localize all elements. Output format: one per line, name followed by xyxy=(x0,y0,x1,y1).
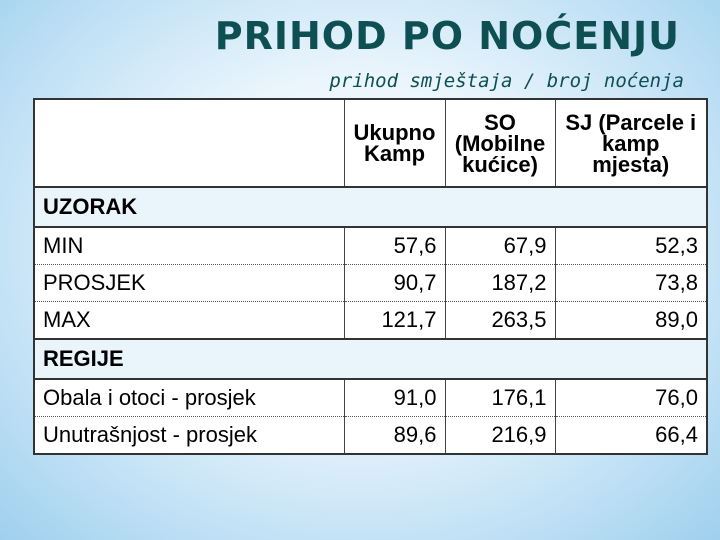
section-label: UZORAK xyxy=(34,187,707,227)
header-ukupno-kamp: Ukupno Kamp xyxy=(344,99,445,187)
cell-sj: 66,4 xyxy=(555,417,707,455)
cell-sj: 76,0 xyxy=(555,379,707,417)
cell-so: 67,9 xyxy=(445,227,555,265)
page-subtitle: prihod smještaja / broj noćenja xyxy=(329,70,684,92)
cell-ukupno: 121,7 xyxy=(344,302,445,340)
cell-ukupno: 90,7 xyxy=(344,265,445,302)
table-row xyxy=(34,302,707,340)
row-label: Unutrašnjost - prosjek xyxy=(34,417,344,455)
cell-so: 216,9 xyxy=(445,417,555,455)
cell-so: 176,1 xyxy=(445,379,555,417)
cell-ukupno: 89,6 xyxy=(344,417,445,455)
table-header-row xyxy=(34,99,707,187)
row-label: MIN xyxy=(34,227,344,265)
section-label: REGIJE xyxy=(34,339,707,379)
table-row xyxy=(34,417,707,455)
row-label: Obala i otoci - prosjek xyxy=(34,379,344,417)
table-row xyxy=(34,379,707,417)
revenue-table xyxy=(33,98,708,455)
cell-sj: 89,0 xyxy=(555,302,707,340)
section-row-uzorak xyxy=(34,187,707,227)
cell-sj: 73,8 xyxy=(555,265,707,302)
cell-ukupno: 91,0 xyxy=(344,379,445,417)
cell-sj: 52,3 xyxy=(555,227,707,265)
cell-ukupno: 57,6 xyxy=(344,227,445,265)
cell-so: 263,5 xyxy=(445,302,555,340)
row-label: MAX xyxy=(34,302,344,340)
header-empty xyxy=(34,99,344,187)
header-sj: SJ (Parcele i kamp mjesta) xyxy=(555,99,707,187)
row-label: PROSJEK xyxy=(34,265,344,302)
page-title: PRIHOD PO NOĆENJU xyxy=(214,14,680,58)
cell-so: 187,2 xyxy=(445,265,555,302)
table-row xyxy=(34,265,707,302)
table-row xyxy=(34,227,707,265)
section-row-regije xyxy=(34,339,707,379)
header-so: SO (Mobilne kućice) xyxy=(445,99,555,187)
